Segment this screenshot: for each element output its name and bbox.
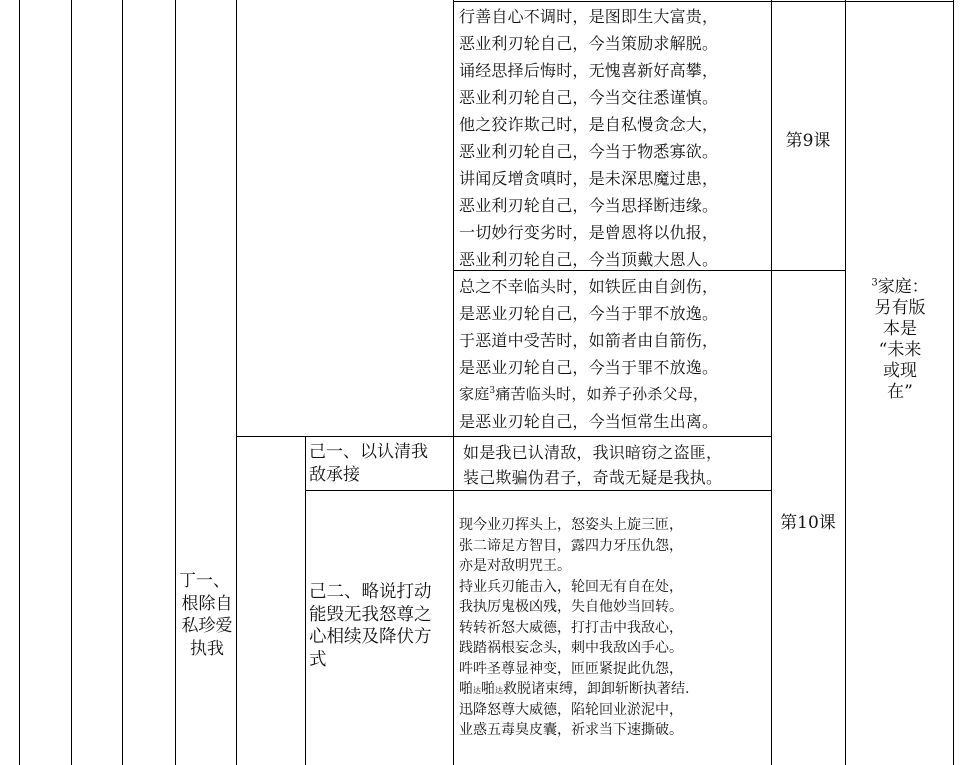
column-line-3 bbox=[122, 0, 123, 765]
lesson10-verses bbox=[459, 273, 718, 435]
verse-line: 是恶业刃轮自己，今当恒常生出离。 bbox=[459, 412, 719, 431]
verse-line: 是恶业刃轮自己，今当于罪不放逸。 bbox=[459, 304, 719, 323]
verse-line: 如是我已认清敌，我识暗窃之盗匪， bbox=[463, 443, 723, 462]
verse-line-pa: 啪达啪达救脱诸束缚，卸卸斩断执著结. bbox=[459, 681, 690, 697]
note-marker: 3 bbox=[871, 277, 878, 289]
lesson9-label: 第9课 bbox=[785, 131, 831, 151]
verse-line: 恶业利刃轮自己，今当思择断违缘。 bbox=[459, 196, 719, 215]
verse-line: 持业兵刃能击入，轮回无有自在处， bbox=[459, 578, 683, 595]
verse-line: 讲闻反增贪嗔时，是未深思魔过患， bbox=[459, 169, 719, 188]
verse-line: 转转祈怒大威德，打打击中我敌心， bbox=[459, 619, 683, 636]
section-ji1-heading: 己一、以认清我 敌承接 bbox=[309, 442, 428, 485]
verse-line: 行善自心不调时，是图即生大富贵， bbox=[459, 7, 719, 26]
verse-line: 装己欺骗伪君子，奇哉无疑是我执。 bbox=[463, 468, 723, 487]
column-line-5 bbox=[236, 0, 237, 765]
verse-line: 诵经思择后悔时，无愧喜新好高攀， bbox=[459, 61, 719, 80]
column-line-2 bbox=[71, 0, 72, 765]
section-ding1-heading: 丁一、 根除自 私珍爱 执我 bbox=[179, 571, 233, 659]
lesson9-verses bbox=[459, 3, 718, 273]
verse-line: 是恶业刃轮自己，今当于罪不放逸。 bbox=[459, 358, 719, 377]
verse-line: 于恶道中受苦时，如箭者由自箭伤， bbox=[459, 331, 719, 350]
column-line-9 bbox=[953, 0, 954, 765]
column-line-ji bbox=[305, 436, 306, 765]
column-line-6 bbox=[453, 0, 454, 765]
verse-line: 恶业利刃轮自己，今当交往悉谨慎。 bbox=[459, 88, 719, 107]
row-line-ji2-top bbox=[305, 490, 771, 491]
footnote-note: $^3$家庭： 另有版 本是 “未来 或现 在” bbox=[871, 277, 929, 402]
verse-line: 恶业利刃轮自己，今当于物悉寡欲。 bbox=[459, 142, 719, 161]
section-ji1-verses bbox=[463, 439, 722, 489]
verse-line: 恶业利刃轮自己，今当顶戴大恩人。 bbox=[459, 250, 719, 269]
verse-line: 一切妙行变劣时，是曾恩将以仇报， bbox=[459, 223, 719, 242]
column-line-7 bbox=[771, 0, 772, 765]
column-line-4 bbox=[175, 0, 176, 765]
verse-line: 总之不幸临头时，如铁匠由自剑伤， bbox=[459, 277, 719, 296]
verse-line: 他之狡诈欺己时，是自私慢贪念大， bbox=[459, 115, 719, 134]
footnote-marker: 3 bbox=[489, 386, 496, 396]
row-line-ji1-top bbox=[236, 436, 771, 437]
section-ji2-heading: 己二、略说打动 能毁无我怒尊之 心相续及降伏方 式 bbox=[309, 582, 432, 670]
verse-line: 业惑五毒臭皮囊，祈求当下速撕破。 bbox=[459, 722, 683, 738]
verse-line: 亦是对敌明咒王。 bbox=[459, 558, 571, 574]
verse-line: 吽吽圣尊显神变，匝匝紧捉此仇怨， bbox=[459, 660, 683, 677]
verse-line: 迅降怒尊大威德，陷轮回业淤泥中， bbox=[459, 701, 683, 718]
verse-line: 张二谛足方智目，露四力牙压仇怨， bbox=[459, 537, 683, 554]
verse-line: 我执厉鬼极凶残，失自他妙当回转。 bbox=[459, 599, 683, 615]
column-line-1 bbox=[19, 0, 20, 765]
verse-line: 现今业刃挥头上，怒姿头上旋三匝， bbox=[459, 517, 683, 533]
verse-line: 恶业利刃轮自己，今当策励求解脱。 bbox=[459, 34, 719, 53]
lesson10-label: 第10课 bbox=[780, 513, 836, 533]
verse-line: 践踏祸根妄念头，刺中我敌凶手心。 bbox=[459, 640, 683, 656]
verse-line-family: 家庭$^3$痛苦临头时，如养子孙杀父母， bbox=[459, 385, 709, 403]
section-ji2-verses bbox=[459, 515, 689, 741]
